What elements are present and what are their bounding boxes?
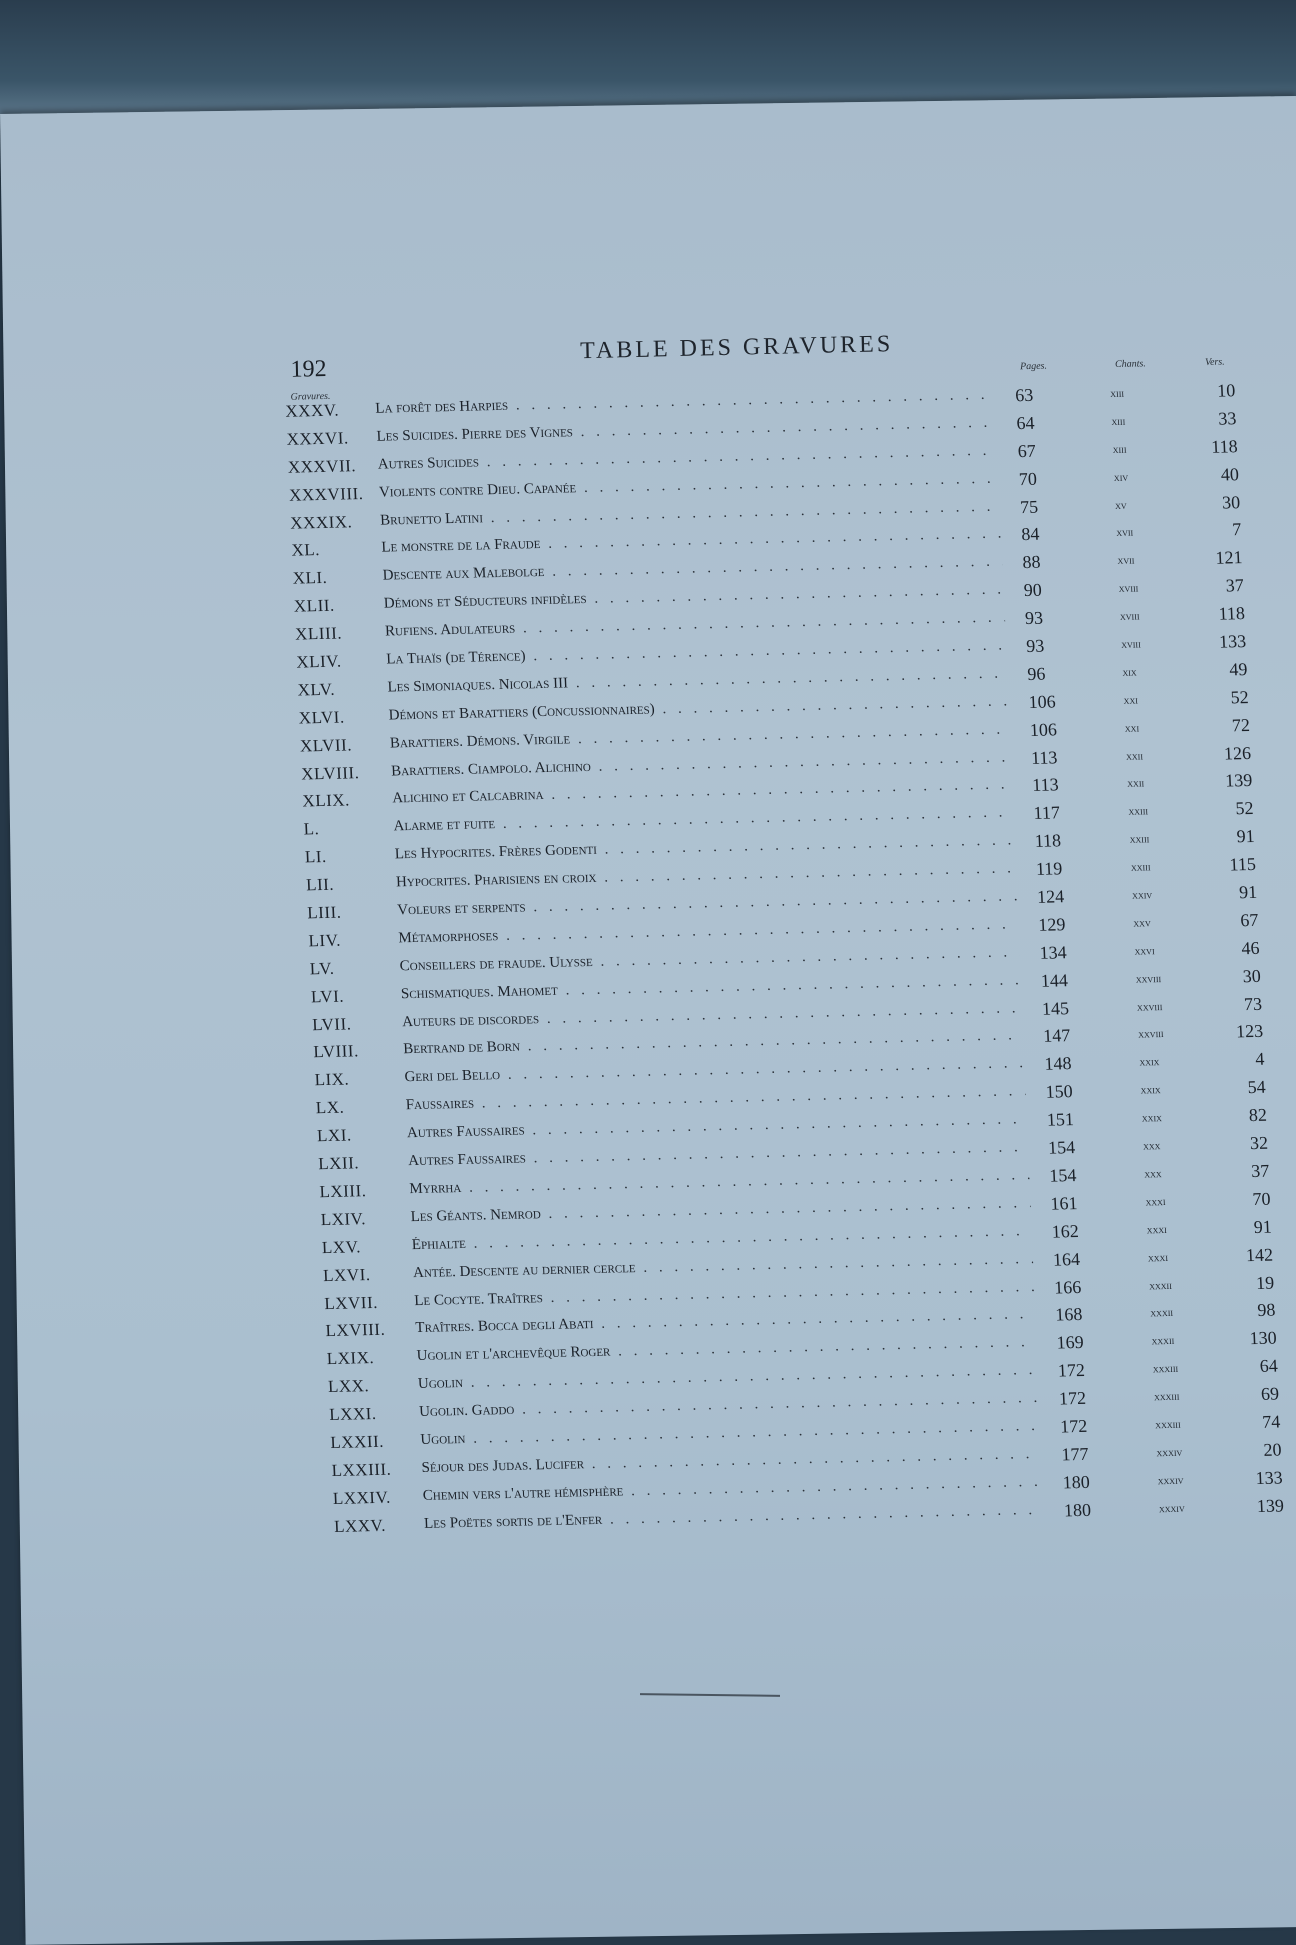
row-chant: xvii — [1117, 552, 1135, 568]
row-number: XLVII. — [299, 735, 353, 756]
row-page: 90 — [1023, 579, 1043, 601]
row-title: Démons et Barattiers (Concussionnaires) . . . — [388, 693, 1009, 724]
row-chant: xxix — [1139, 1054, 1160, 1069]
row-title: Rufiens. Adulateurs . . . — [385, 610, 1006, 641]
row-vers: 139 — [1224, 770, 1253, 792]
row-vers: 40 — [1220, 463, 1240, 485]
row-page: 70 — [1018, 468, 1038, 489]
row-number: LXVIII. — [325, 1320, 386, 1341]
row-vers: 10 — [1216, 380, 1236, 401]
row-page: 172 — [1057, 1360, 1086, 1381]
row-title: Alichino et Calcabrina . . . — [392, 777, 1013, 808]
row-number: XXXVII. — [287, 455, 357, 477]
row-title: Faussaires . . . — [405, 1083, 1026, 1114]
row-vers: 33 — [1217, 408, 1237, 429]
row-number: XLVI. — [298, 707, 345, 728]
row-title: Myrrha . . . — [409, 1167, 1030, 1198]
row-vers: 130 — [1249, 1327, 1277, 1349]
row-chant: xxxiv — [1158, 1500, 1185, 1515]
row-title: Barattiers. Démons. Virgile . . . — [390, 721, 1011, 752]
row-chant: xxxiii — [1154, 1416, 1181, 1432]
row-vers: 37 — [1250, 1160, 1270, 1181]
row-vers: 4 — [1254, 1049, 1265, 1070]
row-chant: xxxiv — [1157, 1472, 1184, 1487]
row-number: XLV. — [297, 679, 336, 700]
row-vers: 82 — [1248, 1104, 1268, 1126]
row-vers: 91 — [1236, 826, 1256, 847]
row-vers: 115 — [1229, 854, 1257, 875]
row-number: LXIV. — [320, 1208, 367, 1229]
row-page: 144 — [1040, 969, 1069, 991]
row-page: 161 — [1050, 1192, 1078, 1214]
row-number: LVIII. — [312, 1041, 360, 1062]
row-vers: 126 — [1223, 742, 1252, 764]
row-chant: xix — [1122, 664, 1137, 679]
row-chant: xxiii — [1130, 859, 1151, 874]
row-number: XXXVIII. — [288, 483, 364, 505]
row-vers: 30 — [1242, 965, 1262, 986]
row-vers: 121 — [1215, 547, 1243, 569]
row-chant: xv — [1114, 497, 1127, 512]
row-page: 150 — [1045, 1081, 1074, 1102]
row-number: LXVI. — [322, 1264, 371, 1285]
column-header-gravures: Gravures. — [290, 390, 331, 403]
row-number: XLIII. — [294, 623, 343, 644]
row-vers: 91 — [1253, 1216, 1273, 1237]
row-title: Autres Faussaires . . . — [407, 1111, 1028, 1142]
row-number: LXXIII. — [331, 1459, 392, 1480]
row-page: 93 — [1025, 635, 1045, 657]
row-chant: xxxii — [1150, 1305, 1174, 1320]
row-chant: xxxi — [1147, 1249, 1169, 1265]
row-chant: xxix — [1141, 1110, 1163, 1125]
column-header-chants: Chants. — [1114, 358, 1147, 371]
row-vers: 69 — [1260, 1383, 1280, 1404]
row-page: 168 — [1054, 1304, 1083, 1325]
row-page: 180 — [1062, 1471, 1091, 1493]
row-title: Ugolin. Gaddo . . . — [419, 1390, 1040, 1421]
row-vers: 70 — [1252, 1188, 1271, 1209]
row-page: 63 — [1014, 384, 1034, 406]
row-chant: xxii — [1125, 747, 1144, 763]
row-page: 106 — [1029, 719, 1058, 740]
row-page: 147 — [1042, 1025, 1071, 1047]
row-title: Descente aux Malebolge . . . — [382, 554, 1003, 585]
row-page: 134 — [1039, 942, 1068, 963]
row-number: XLVIII. — [300, 762, 360, 784]
engravings-table — [275, 380, 1296, 1545]
row-vers: 74 — [1261, 1411, 1281, 1432]
row-number: LXII. — [317, 1153, 360, 1174]
row-page: 177 — [1061, 1443, 1089, 1465]
page-number: 192 — [290, 355, 327, 383]
row-number: XL. — [291, 540, 321, 561]
row-title: Auteurs de discordes . . . — [402, 1000, 1023, 1031]
row-title: Voleurs et serpents . . . — [397, 888, 1018, 919]
row-page: 93 — [1024, 607, 1044, 629]
row-number: LXXI. — [328, 1404, 377, 1425]
row-page: 162 — [1051, 1220, 1080, 1242]
row-page: 88 — [1022, 552, 1041, 573]
row-chant: xxx — [1142, 1138, 1161, 1153]
row-chant: xxxiii — [1152, 1360, 1179, 1376]
row-number: XXXVI. — [286, 428, 350, 449]
row-page: 67 — [1017, 440, 1037, 461]
row-title: Les Hypocrites. Frères Godenti . . . — [394, 833, 1015, 864]
row-number: XXXV. — [284, 400, 340, 421]
row-title: Conseillers de fraude. Ulysse . . . — [399, 944, 1020, 975]
row-vers: 7 — [1231, 519, 1242, 540]
row-vers: 133 — [1218, 631, 1247, 652]
row-number: LIII. — [306, 902, 342, 923]
row-chant: xxviii — [1137, 1026, 1164, 1042]
row-chant: xxviii — [1135, 970, 1162, 986]
row-page: 118 — [1034, 830, 1062, 852]
row-chant: xxxii — [1151, 1333, 1175, 1348]
row-number: LXXIV. — [332, 1487, 392, 1508]
row-chant: xvii — [1116, 525, 1134, 540]
page-title: TABLE DES GRAVURES — [579, 331, 894, 365]
row-page: 106 — [1028, 691, 1057, 712]
row-title: La Thaïs (de Térence) . . . — [386, 637, 1007, 668]
row-vers: 30 — [1221, 491, 1241, 513]
row-number: XLIV. — [295, 651, 342, 672]
row-page: 64 — [1016, 412, 1035, 434]
row-chant: xviii — [1119, 608, 1140, 624]
column-header-vers: Vers. — [1204, 356, 1225, 369]
row-vers: 19 — [1255, 1272, 1275, 1293]
row-number: XXXIX. — [289, 511, 353, 533]
row-page: 84 — [1020, 524, 1040, 545]
row-title: Démons et Séducteurs infidèles . . . — [384, 582, 1005, 613]
row-title: Les Géants. Nemrod . . . — [410, 1195, 1031, 1226]
row-chant: xxiii — [1129, 831, 1150, 846]
row-vers: 123 — [1235, 1021, 1264, 1042]
row-number: LXXII. — [330, 1431, 385, 1452]
row-vers: 54 — [1247, 1076, 1267, 1098]
row-vers: 52 — [1230, 686, 1250, 708]
row-vers: 118 — [1218, 603, 1246, 624]
row-page: 129 — [1037, 914, 1066, 935]
row-title: Le Cocyte. Traîtres . . . — [414, 1279, 1035, 1310]
row-title: Les Simoniaques. Nicolas III . . . — [387, 665, 1008, 696]
row-page: 180 — [1063, 1499, 1092, 1521]
row-vers: 52 — [1235, 798, 1254, 819]
row-number: LXX. — [327, 1376, 370, 1397]
row-page: 154 — [1048, 1164, 1077, 1186]
row-chant: xxxiii — [1153, 1388, 1180, 1404]
row-vers: 46 — [1241, 937, 1260, 959]
row-title: Brunetto Latini . . . — [380, 498, 1001, 529]
row-vers: 20 — [1262, 1439, 1282, 1460]
row-vers: 37 — [1225, 575, 1245, 596]
row-vers: 139 — [1256, 1495, 1285, 1516]
row-page: 169 — [1056, 1332, 1085, 1353]
row-title: Autres Faussaires . . . — [408, 1139, 1029, 1170]
row-title: Chemin vers l'autre hémisphère . . . — [422, 1474, 1043, 1505]
row-chant: xiii — [1112, 441, 1127, 456]
row-page: 75 — [1019, 496, 1039, 517]
row-page: 119 — [1035, 858, 1063, 879]
row-chant: xxii — [1126, 775, 1145, 791]
row-number: XLI. — [292, 568, 328, 588]
row-vers: 98 — [1256, 1299, 1276, 1321]
row-page: 154 — [1047, 1137, 1076, 1158]
row-title: Alarme et fuite . . . — [393, 805, 1014, 836]
row-chant: xxvi — [1134, 943, 1155, 958]
row-page: 148 — [1044, 1053, 1072, 1075]
row-title: La forêt des Harpies . . . — [375, 387, 996, 418]
row-title: Les Suicides. Pierre des Vignes . . . — [376, 415, 997, 446]
row-vers: 142 — [1245, 1244, 1274, 1265]
row-number: LI. — [304, 847, 328, 867]
row-page: 172 — [1058, 1387, 1087, 1409]
row-title: Traîtres. Bocca degli Abati . . . — [415, 1306, 1036, 1337]
row-vers: 91 — [1238, 881, 1258, 903]
row-chant: xiv — [1113, 469, 1129, 484]
row-title: Antée. Descente au dernier cercle . . . — [413, 1251, 1034, 1282]
row-chant: xxv — [1133, 915, 1151, 930]
row-title: Geri del Bello . . . — [404, 1056, 1025, 1087]
row-title: Violents contre Dieu. Capanée . . . — [379, 470, 1000, 501]
row-title: Ugolin . . . — [418, 1362, 1039, 1393]
row-title: Hypocrites. Pharisiens en croix . . . — [396, 860, 1017, 891]
row-page: 113 — [1030, 746, 1058, 768]
row-vers: 32 — [1249, 1132, 1269, 1154]
row-chant: xxviii — [1136, 998, 1163, 1014]
row-vers: 49 — [1228, 658, 1248, 680]
row-title: Séjour des Judas. Lucifer . . . — [421, 1446, 1042, 1477]
row-number: LXXV. — [333, 1515, 387, 1536]
row-number: LXVII. — [323, 1292, 379, 1313]
row-page: 151 — [1046, 1109, 1075, 1130]
row-page: 96 — [1026, 663, 1046, 684]
column-header-pages: Pages. — [1019, 360, 1048, 373]
row-number: L. — [303, 819, 320, 839]
row-number: LIX. — [314, 1069, 350, 1090]
row-number: LII. — [305, 874, 335, 895]
row-page: 124 — [1036, 886, 1065, 907]
row-chant: xxxi — [1145, 1193, 1166, 1209]
row-chant: xxxiv — [1156, 1444, 1183, 1460]
row-chant: xxix — [1140, 1082, 1161, 1097]
row-chant: xxxi — [1146, 1221, 1168, 1237]
row-chant: xviii — [1120, 636, 1142, 651]
row-title: Barattiers. Ciampolo. Alichino . . . — [391, 749, 1012, 780]
row-title: Bertrand de Born . . . — [403, 1028, 1024, 1059]
row-title: Ugolin . . . — [420, 1418, 1041, 1449]
row-page: 164 — [1052, 1248, 1081, 1270]
row-title: Le monstre de la Fraude . . . — [381, 526, 1002, 557]
row-vers: 72 — [1231, 714, 1251, 736]
row-page: 172 — [1059, 1415, 1088, 1437]
row-chant: xiii — [1109, 385, 1125, 401]
row-vers: 118 — [1210, 435, 1239, 457]
row-vers: 73 — [1243, 993, 1263, 1014]
row-title: Les Poëtes sortis de l'Enfer . . . — [424, 1501, 1045, 1532]
row-number: XLIX. — [302, 790, 351, 811]
row-title: Autres Suicides . . . — [377, 442, 998, 473]
row-chant: xxi — [1124, 720, 1140, 735]
row-vers: 133 — [1255, 1467, 1284, 1488]
row-title: Métamorphoses . . . — [398, 916, 1019, 947]
row-number: XLII. — [293, 595, 336, 616]
row-number: LXV. — [321, 1236, 362, 1257]
row-title: Ugolin et l'archevêque Roger . . . — [416, 1334, 1037, 1365]
row-page: 117 — [1033, 802, 1061, 824]
row-number: LX. — [315, 1097, 345, 1118]
row-vers: 64 — [1259, 1355, 1279, 1377]
row-number: LIV. — [308, 930, 342, 951]
row-number: LXIX. — [326, 1348, 375, 1369]
row-chant: xxiv — [1131, 887, 1153, 902]
row-title: Éphialte . . . — [412, 1223, 1033, 1254]
row-chant: xxx — [1143, 1166, 1162, 1181]
row-title: Schismatiques. Mahomet . . . — [401, 972, 1022, 1003]
row-chant: xxiii — [1128, 803, 1149, 819]
row-chant: xiii — [1111, 413, 1126, 428]
row-chant: xxxii — [1148, 1277, 1173, 1292]
row-number: LV. — [309, 958, 335, 979]
row-number: LVI. — [310, 986, 345, 1007]
row-page: 145 — [1041, 997, 1070, 1019]
row-page: 166 — [1053, 1276, 1082, 1298]
row-chant: xxi — [1123, 692, 1139, 707]
row-vers: 67 — [1239, 909, 1259, 931]
row-page: 113 — [1031, 774, 1060, 796]
row-chant: xviii — [1118, 580, 1139, 596]
row-number: LXIII. — [319, 1181, 367, 1202]
row-number: LVII. — [311, 1014, 352, 1034]
row-number: LXI. — [316, 1125, 353, 1146]
